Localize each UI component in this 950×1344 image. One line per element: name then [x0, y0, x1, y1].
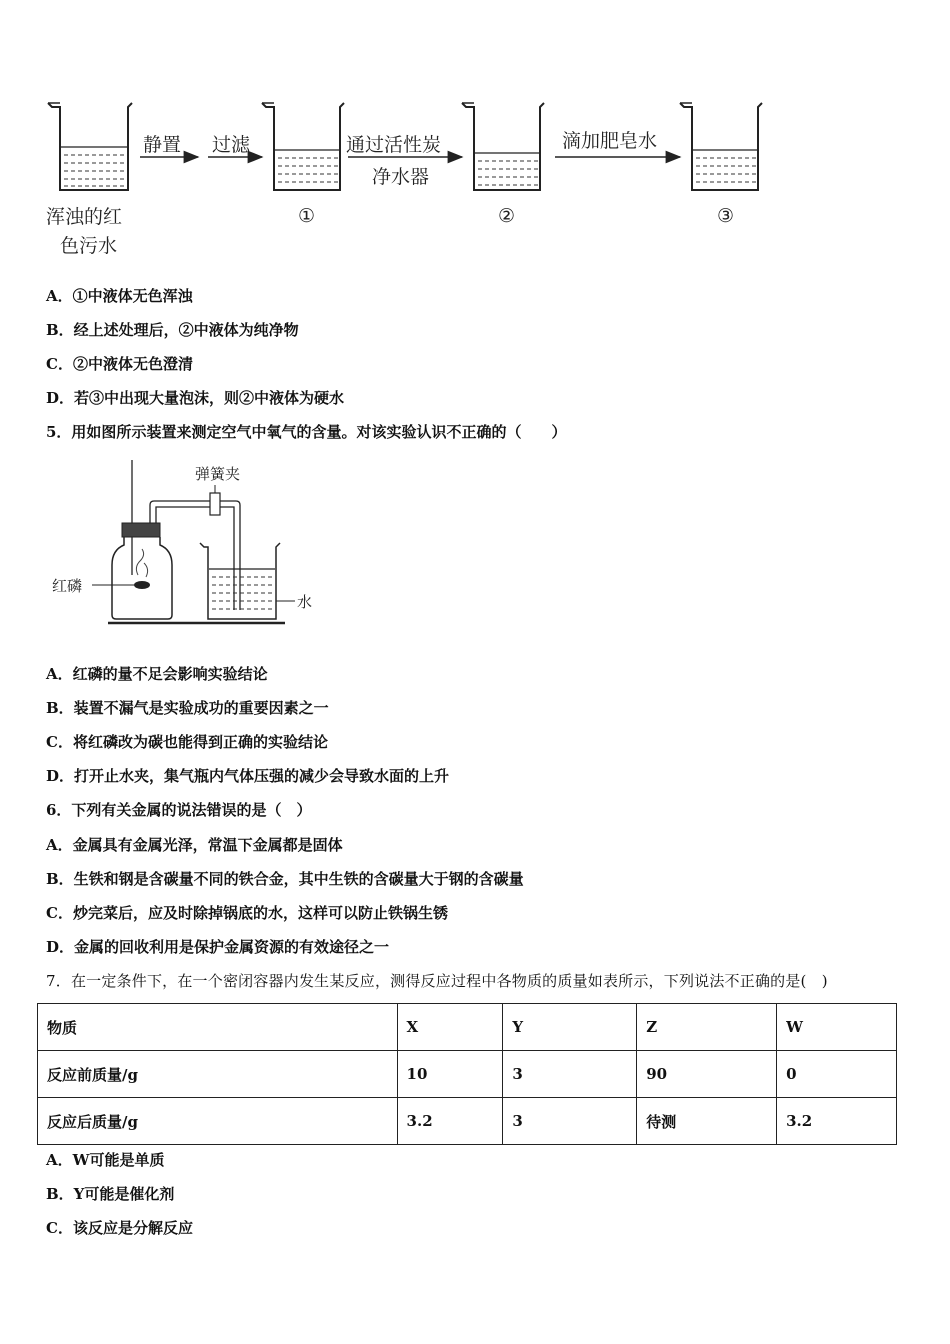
table-cell: 3.2 — [777, 1098, 897, 1145]
phosphorus-label: 红磷 — [52, 577, 83, 595]
table-header-cell: Z — [637, 1004, 777, 1051]
table-cell: 3.2 — [397, 1098, 503, 1145]
table-header-cell: X — [397, 1004, 503, 1051]
q5-stem: 5．用如图所示装置来测定空气中氧气的含量。对该实验认识不正确的（ ） — [46, 423, 567, 441]
table-cell: 0 — [777, 1051, 897, 1098]
q6-stem: 6．下列有关金属的说法错误的是（ ） — [46, 801, 312, 819]
clip-label: 弹簧夹 — [195, 465, 241, 483]
q6-option-b: B．生铁和钢是含碳量不同的铁合金，其中生铁的含碳量大于钢的含碳量 — [46, 870, 524, 888]
table-cell: 反应后质量/g — [38, 1098, 398, 1145]
table-header-cell: W — [777, 1004, 897, 1051]
q5-option-d: D．打开止水夹，集气瓶内气体压强的减少会导致水面的上升 — [46, 767, 450, 785]
q5-option-c: C．将红磷改为碳也能得到正确的实验结论 — [46, 733, 328, 751]
smoke-wisp — [136, 549, 143, 575]
table-cell: 待测 — [637, 1098, 777, 1145]
q4-option-c: C．②中液体无色澄清 — [46, 355, 193, 373]
q4-option-b: B．经上述处理后，②中液体为纯净物 — [46, 321, 299, 339]
q7-option-b: B．Y可能是催化剂 — [46, 1185, 175, 1203]
table-cell: 3 — [503, 1051, 637, 1098]
table-header-row — [38, 1004, 897, 1051]
beaker-3-label: ③ — [717, 205, 735, 227]
table-header-cell: Y — [503, 1004, 637, 1051]
glass-tube-inner — [156, 507, 234, 610]
oxygen-apparatus-diagram — [50, 455, 330, 635]
beaker-2 — [462, 103, 544, 190]
table-cell: 3 — [503, 1098, 637, 1145]
smoke-wisp-2 — [144, 563, 148, 577]
q5-option-a: A．红磷的量不足会影响实验结论 — [46, 665, 268, 683]
water-purification-diagram — [40, 95, 780, 265]
q7-stem: 7．在一定条件下，在一个密闭容器内发生某反应，测得反应过程中各物质的质量如表所示，下列说法不正确的是( ) — [46, 972, 828, 990]
step-label-carbon-line2: 净水器 — [372, 166, 430, 188]
stopper — [122, 523, 160, 537]
start-label-line1: 浑浊的红 — [46, 206, 123, 228]
q6-option-a: A．金属具有金属光泽，常温下金属都是固体 — [46, 836, 343, 854]
step-label-carbon-line1: 通过活性炭 — [346, 134, 442, 156]
beaker-start — [48, 103, 132, 190]
water-label: 水 — [297, 593, 313, 611]
step-label-filter: 过滤 — [212, 134, 251, 156]
table-cell: 反应前质量/g — [38, 1051, 398, 1098]
table-header-cell: 物质 — [38, 1004, 398, 1051]
step-label-soap: 滴加肥皂水 — [562, 130, 658, 152]
beaker-3 — [680, 103, 762, 190]
q5-option-b: B．装置不漏气是实验成功的重要因素之一 — [46, 699, 329, 717]
q6-option-d: D．金属的回收利用是保护金属资源的有效途径之一 — [46, 938, 390, 956]
q4-option-a: A．①中液体无色浑浊 — [46, 287, 193, 305]
q6-option-c: C．炒完菜后，应及时除掉锅底的水，这样可以防止铁锅生锈 — [46, 904, 448, 922]
table-cell: 90 — [637, 1051, 777, 1098]
beaker-2-label: ② — [498, 205, 516, 227]
beaker-1-label: ① — [298, 205, 316, 227]
spring-clip — [210, 493, 220, 515]
table-cell: 10 — [397, 1051, 503, 1098]
beaker-1 — [262, 103, 344, 190]
start-label-line2: 色污水 — [60, 235, 118, 257]
step-label-settle: 静置 — [143, 134, 182, 156]
mass-table — [37, 1003, 897, 1145]
q7-option-a: A．W可能是单质 — [46, 1151, 165, 1169]
glass-tube — [150, 501, 240, 610]
phosphorus-spoon — [134, 581, 150, 589]
q7-option-c: C．该反应是分解反应 — [46, 1219, 193, 1237]
q4-option-d: D．若③中出现大量泡沫，则②中液体为硬水 — [46, 389, 345, 407]
table-row — [38, 1051, 897, 1098]
table-row — [38, 1098, 897, 1145]
